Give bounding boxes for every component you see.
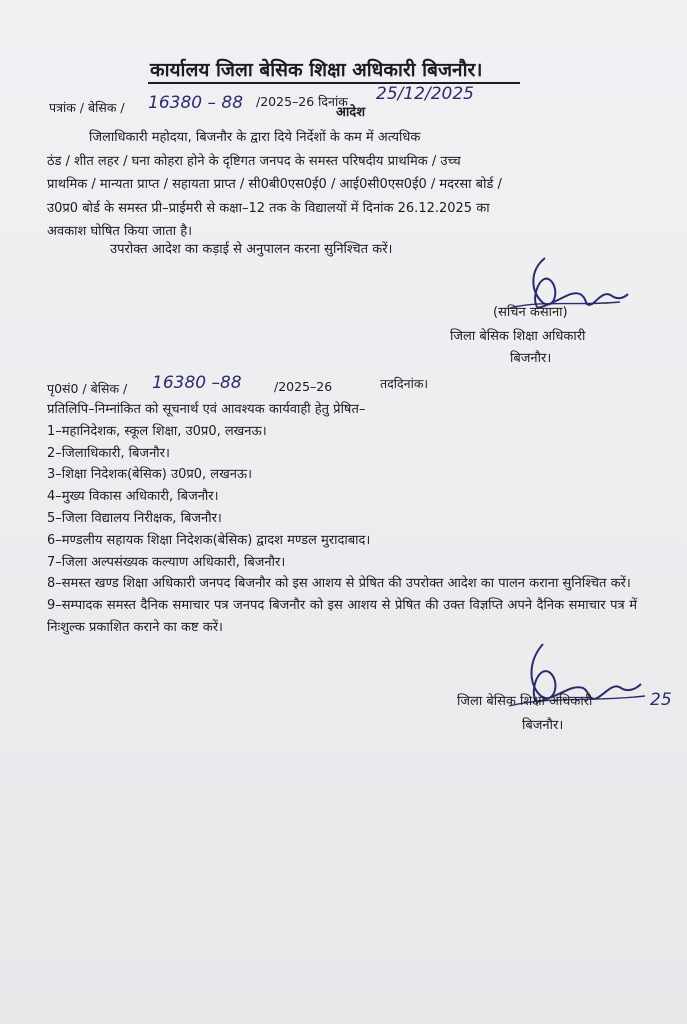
ref-label: पत्रांक / बेसिक / — [49, 100, 125, 115]
order-line: प्राथमिक / मान्यता प्राप्त / सहायता प्राप्त / सी0बी0एस0ई0 / आई0सी0एस0ई0 / मदरसा बोर्ड / — [47, 177, 502, 192]
signatory-2-designation: जिला बेसिक शिक्षा अधिकारी — [457, 694, 593, 709]
list-item: 6–मण्डलीय सहायक शिक्षा निदेशक(बेसिक) द्वादश मण्डल मुरादाबाद। — [47, 532, 371, 548]
list-item: 9–सम्पादक समस्त दैनिक समाचार पत्र जनपद बिजनौर को इस आशय से प्रेषित की उक्त विज्ञप्ति अपने दैनिक समाचार पत्र में निःशुल्क प्रकाशित कराने का कष्ट करें। — [47, 598, 637, 635]
copy-ref-date: तददिनांक। — [380, 376, 429, 391]
list-item: 3–शिक्षा निदेशक(बेसिक) उ0प्र0, लखनऊ। — [47, 467, 253, 483]
signatory-designation: जिला बेसिक शिक्षा अधिकारी — [450, 329, 586, 344]
office-title: कार्यालय जिला बेसिक शिक्षा अधिकारी बिजनौर। — [150, 59, 483, 81]
list-item: 8–समस्त खण्ड शिक्षा अधिकारी जनपद बिजनौर को इस आशय से प्रेषित की उपरोक्त आदेश का पालन कराना सुनिश्चित करें। — [47, 576, 631, 592]
signature-2-date-handwritten: 25 — [650, 690, 672, 710]
list-item: 5–जिला विद्यालय निरीक्षक, बिजनौर। — [47, 510, 222, 526]
order-paragraph — [47, 126, 635, 244]
copy-ref-number-handwritten: 16380 –88 — [152, 373, 242, 393]
list-item: 1–महानिदेशक, स्कूल शिक्षा, उ0प्र0, लखनऊ। — [47, 423, 267, 439]
copy-recipient-list — [47, 399, 637, 639]
list-item: 4–मुख्य विकास अधिकारी, बिजनौर। — [47, 489, 219, 505]
copy-ref-year: /2025–26 — [274, 379, 333, 394]
compliance-paragraph: उपरोक्त आदेश का कड़ाई से अनुपालन करना सुनिश्चित करें। — [110, 242, 393, 257]
copy-ref-label: पृ0सं0 / बेसिक / — [47, 381, 128, 396]
signatory-name: (सचिन कसाना) — [493, 305, 568, 320]
list-item: 2–जिलाधिकारी, बिजनौर। — [47, 445, 170, 461]
ref-number-handwritten: 16380 – 88 — [148, 93, 244, 113]
ref-year: /2025–26 दिनांक — [256, 94, 348, 109]
ref-date-handwritten: 25/12/2025 — [376, 84, 474, 104]
order-line: अवकाश घोषित किया जाता है। — [47, 224, 193, 239]
copy-intro: प्रतिलिपि–निम्नांकित को सूचनार्थ एवं आवश्यक कार्यवाही हेतु प्रेषित– — [47, 402, 366, 417]
list-item: 7–जिला अल्पसंख्यक कल्याण अधिकारी, बिजनौर। — [47, 554, 286, 570]
order-line: ठंड / शीत लहर / घना कोहरा होने के दृष्टिगत जनपद के समस्त परिषदीय प्राथमिक / उच्च — [47, 153, 461, 169]
order-line: जिलाधिकारी महोदया, बिजनौर के द्वारा दिये निर्देशों के कम में अत्यधिक — [89, 130, 421, 145]
order-line: उ0प्र0 बोर्ड के समस्त प्री–प्राईमरी से कक्षा–12 तक के विद्यालयों में दिनांक 26.12.2025 का — [47, 200, 490, 216]
signatory-place: बिजनौर। — [510, 351, 552, 366]
order-heading: आदेश — [336, 105, 366, 120]
signatory-2-place: बिजनौर। — [522, 718, 564, 733]
